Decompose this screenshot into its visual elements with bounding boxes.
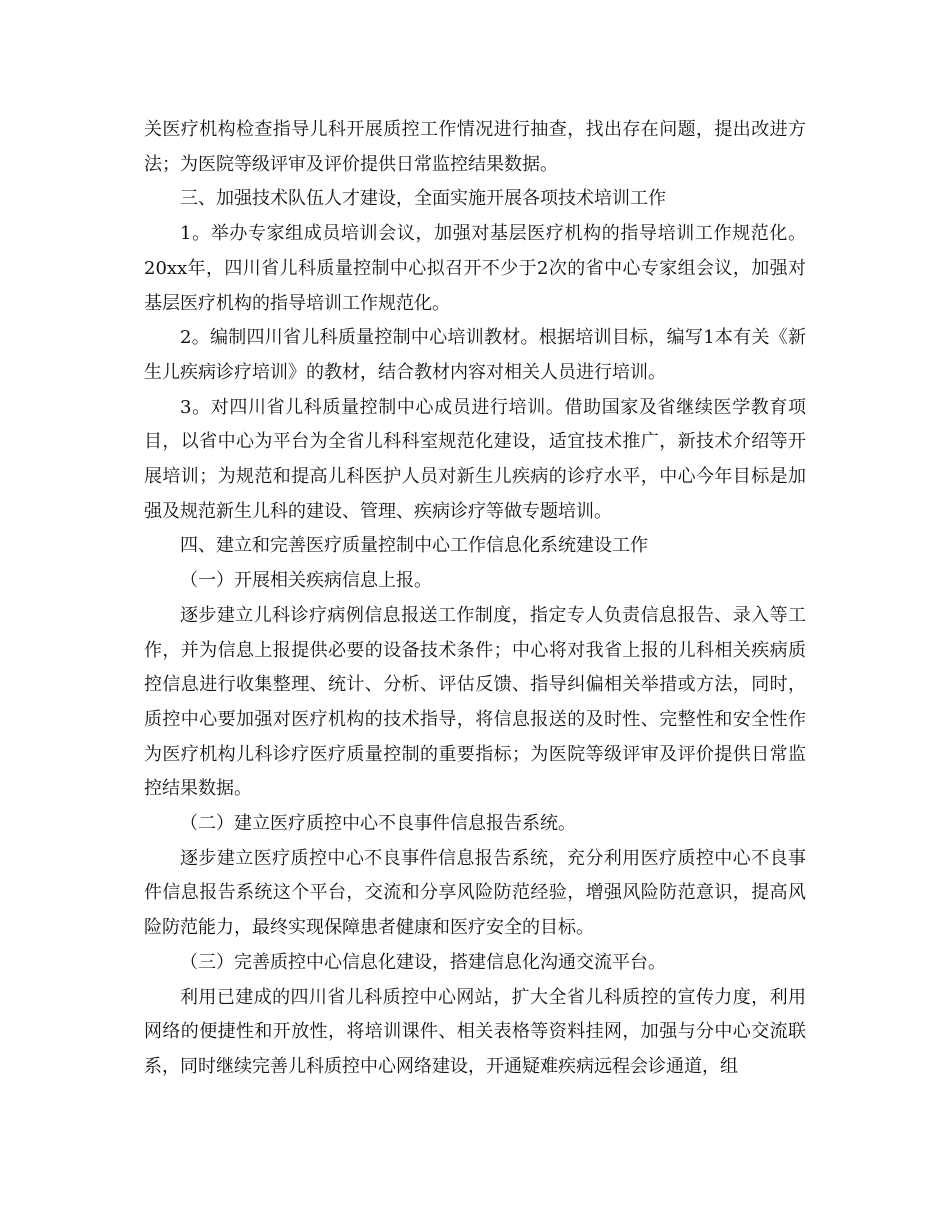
section-heading-four: 四、建立和完善医疗质量控制中心工作信息化系统建设工作 (180, 535, 648, 557)
document-body (144, 113, 806, 1085)
paragraph-item-1: 1。举办专家组成员培训会议，加强对基层医疗机构的指导培训工作规范化。20xx年，四川省儿科质量控制中心拟召开不少于2次的省中心专家组会议，加强对基层医疗机构的指导培训工作规范化。 (144, 223, 806, 314)
subheading-two: （二）建立医疗质控中心不良事件信息报告系统。 (180, 813, 576, 835)
paragraph-website: 利用已建成的四川省儿科质控中心网站，扩大全省儿科质控的宣传力度，利用网络的便捷性和开放性，将培训课件、相关表格等资料挂网，加强与分中心交流联系，同时继续完善儿科质控中心网络建设，开通疑难疾病远程会诊通道，组 (144, 986, 806, 1077)
subheading-one: （一）开展相关疾病信息上报。 (180, 570, 432, 592)
section-heading-three: 三、加强技术队伍人才建设，全面实施开展各项技术培训工作 (180, 188, 666, 210)
paragraph-adverse-events: 逐步建立医疗质控中心不良事件信息报告系统，充分利用医疗质控中心不良事件信息报告系统这个平台，交流和分享风险防范经验，增强风险防范意识，提高风险防范能力，最终实现保障患者健康和医疗安全的目标。 (144, 847, 806, 939)
paragraph-item-2: 2。编制四川省儿科质量控制中心培训教材。根据培训目标，编写1本有关《新生儿疾病诊疗培训》的教材，结合教材内容对相关人员进行培训。 (144, 327, 806, 383)
paragraph-continuation: 关医疗机构检查指导儿科开展质控工作情况进行抽查，找出存在问题，提出改进方法；为医院等级评审及评价提供日常监控结果数据。 (144, 119, 806, 175)
subheading-three: （三）完善质控中心信息化建设，搭建信息化沟通交流平台。 (180, 951, 666, 973)
paragraph-item-3: 3。对四川省儿科质量控制中心成员进行培训。借助国家及省继续医学教育项目，以省中心为平台为全省儿科科室规范化建设，适宜技术推广，新技术介绍等开展培训；为规范和提高儿科医护人员对新生儿疾病的诊疗水平，中心今年目标是加强及规范新生儿科的建设、管理、疾病诊疗等做专题培训。 (144, 396, 806, 522)
paragraph-disease-reporting: 逐步建立儿科诊疗病例信息报送工作制度，指定专人负责信息报告、录入等工作，并为信息上报提供必要的设备技术条件；中心将对我省上报的儿科相关疾病质控信息进行收集整理、统计、分析、评估反馈、指导纠偏相关举措或方法，同时，质控中心要加强对医疗机构的技术指导，将信息报送的及时性、完整性和安全性作为医疗机构儿科诊疗医疗质量控制的重要指标；为医院等级评审及评价提供日常监控结果数据。 (144, 604, 806, 800)
